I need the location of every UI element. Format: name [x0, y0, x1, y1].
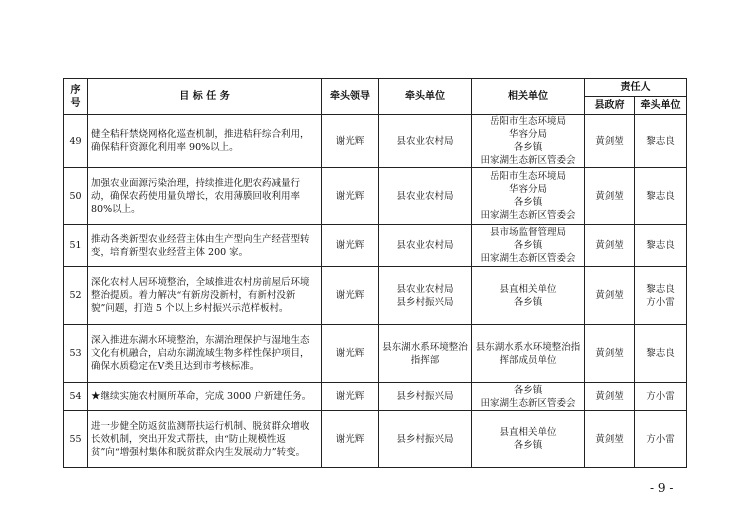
county-gov-person: 黄剑堃: [585, 411, 635, 468]
table-row: [64, 115, 687, 168]
county-gov-person: 黄剑堃: [585, 267, 635, 325]
table-row: [64, 225, 687, 267]
county-gov-person: 黄剑堃: [585, 115, 635, 168]
task-text: 深入推进东湖水环境整治，东湖治理保护与湿地生态文化有机融合，启动东湖流域生物多样性保护项目，确保水质稳定在Ⅴ类且达到市考核标准。: [88, 325, 322, 383]
row-number: 51: [64, 225, 88, 267]
lead-unit: 县东湖水系环境整治指挥部: [379, 325, 472, 383]
related-units: 县直相关单位 各乡镇: [472, 411, 585, 468]
task-text: 健全秸秆禁烧网格化巡查机制，推进秸秆综合利用，确保秸秆资源化利用率 90%以上。: [88, 115, 322, 168]
lead-leader: 谢光辉: [322, 411, 379, 468]
lead-unit-person: 黎志良: [635, 325, 687, 383]
row-number: 54: [64, 383, 88, 411]
header-task: 目 标 任 务: [88, 79, 322, 115]
task-text: 深化农村人居环境整治，全域推进农村房前屋后环境整治提质。着力解决“有新房没新村，有新村没新貌”问题，打造 5 个以上乡村振兴示范样板村。: [88, 267, 322, 325]
lead-unit-person: 黎志良: [635, 115, 687, 168]
related-units: 县东湖水系水环境整治指挥部成员单位: [472, 325, 585, 383]
row-number: 55: [64, 411, 88, 468]
header-seq: 序号: [64, 79, 88, 115]
task-text: 推动各类新型农业经营主体由生产型向生产经营型转变，培育新型农业经营主体 200 家。: [88, 225, 322, 267]
table-row: [64, 267, 687, 325]
lead-leader: 谢光辉: [322, 383, 379, 411]
lead-leader: 谢光辉: [322, 168, 379, 225]
header-related-unit: 相关单位: [472, 79, 585, 115]
related-units: 岳阳市生态环境局 华容分局 各乡镇 田家湖生态新区管委会: [472, 168, 585, 225]
lead-leader: 谢光辉: [322, 115, 379, 168]
lead-unit-person: 方小雷: [635, 383, 687, 411]
lead-unit-person: 黎志良 方小雷: [635, 267, 687, 325]
county-gov-person: 黄剑堃: [585, 383, 635, 411]
task-text: ★继续实施农村厕所革命，完成 3000 户新建任务。: [88, 383, 322, 411]
lead-leader: 谢光辉: [322, 325, 379, 383]
county-gov-person: 黄剑堃: [585, 325, 635, 383]
lead-unit: 县乡村振兴局: [379, 383, 472, 411]
row-number: 49: [64, 115, 88, 168]
task-text: 加强农业面源污染治理，持续推进化肥农药减量行动，确保农药使用量负增长，农用薄膜回收利用率 80%以上。: [88, 168, 322, 225]
lead-unit-person: 方小雷: [635, 411, 687, 468]
row-number: 52: [64, 267, 88, 325]
task-table: [63, 78, 687, 468]
row-number: 53: [64, 325, 88, 383]
lead-leader: 谢光辉: [322, 267, 379, 325]
header-lead-leader: 牵头领导: [322, 79, 379, 115]
related-units: 县市场监督管理局 各乡镇 田家湖生态新区管委会: [472, 225, 585, 267]
county-gov-person: 黄剑堃: [585, 225, 635, 267]
related-units: 县直相关单位 各乡镇: [472, 267, 585, 325]
table-row: [64, 325, 687, 383]
lead-unit-person: 黎志良: [635, 168, 687, 225]
row-number: 50: [64, 168, 88, 225]
header-lead-unit: 牵头单位: [379, 79, 472, 115]
page-number: - 9 -: [650, 481, 674, 495]
header-responsible: 责任人: [585, 79, 687, 97]
lead-unit: 县农业农村局 县乡村振兴局: [379, 267, 472, 325]
lead-unit-person: 黎志良: [635, 225, 687, 267]
table-row: [64, 411, 687, 468]
lead-unit: 县农业农村局: [379, 168, 472, 225]
lead-leader: 谢光辉: [322, 225, 379, 267]
task-text: 进一步健全防返贫监测帮扶运行机制、脱贫群众增收长效机制，突出开发式帮扶，由“防止规模性返贫”向“增强村集体和脱贫群众内生发展动力”转变。: [88, 411, 322, 468]
table-row: [64, 383, 687, 411]
lead-unit: 县乡村振兴局: [379, 411, 472, 468]
lead-unit: 县农业农村局: [379, 225, 472, 267]
table-row: [64, 168, 687, 225]
header-county-gov: 县政府: [585, 97, 635, 115]
related-units: 各乡镇 田家湖生态新区管委会: [472, 383, 585, 411]
county-gov-person: 黄剑堃: [585, 168, 635, 225]
related-units: 岳阳市生态环境局 华容分局 各乡镇 田家湖生态新区管委会: [472, 115, 585, 168]
header-lead-unit-person: 牵头单位: [635, 97, 687, 115]
lead-unit: 县农业农村局: [379, 115, 472, 168]
